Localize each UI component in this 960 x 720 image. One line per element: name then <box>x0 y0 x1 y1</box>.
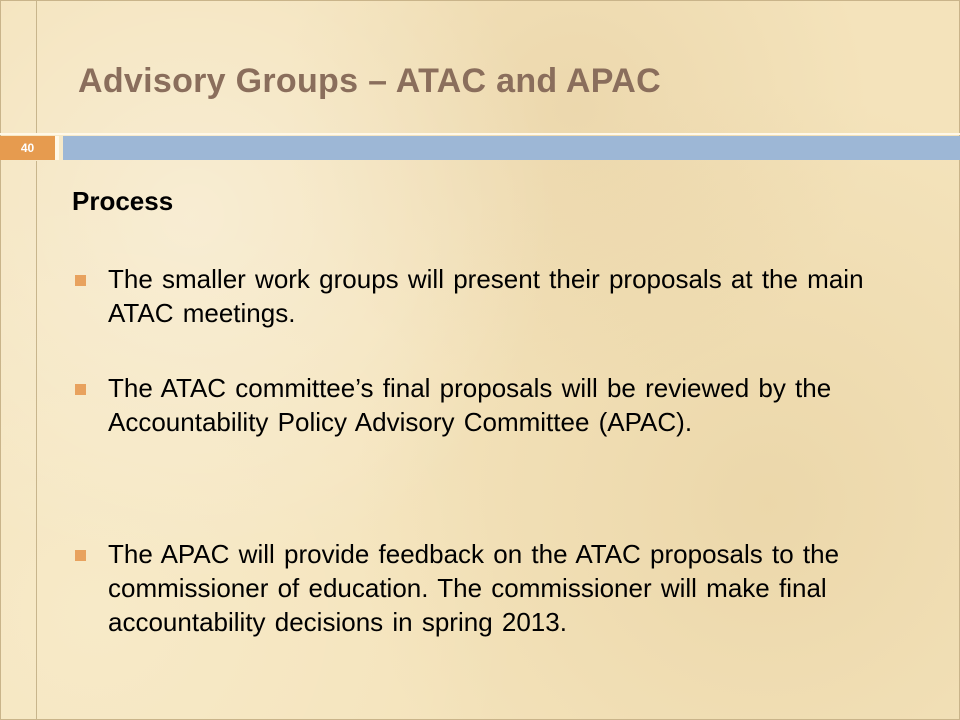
accent-bar <box>63 136 960 160</box>
slide-title: Advisory Groups – ATAC and APAC <box>78 62 661 100</box>
header-bar-highlight <box>0 133 960 135</box>
bullet-text: The APAC will provide feedback on the ATAC proposals to the commissioner of education. The commissioner will make final accountability decisions in spring 2013. <box>108 539 840 637</box>
section-heading: Process <box>72 186 174 216</box>
square-bullet-icon <box>75 275 86 286</box>
square-bullet-icon <box>75 384 86 395</box>
header-bar <box>0 133 960 161</box>
bullet-text: The ATAC committee’s final proposals will be reviewed by the Accountability Policy Advisory Committee (APAC). <box>108 373 832 437</box>
square-bullet-icon <box>75 550 86 561</box>
slide-number: 40 <box>0 136 59 160</box>
left-vertical-rule-top <box>36 0 37 133</box>
bullet-text: The smaller work groups will present their proposals at the main ATAC meetings. <box>108 264 864 328</box>
left-vertical-rule-bottom <box>36 161 37 720</box>
